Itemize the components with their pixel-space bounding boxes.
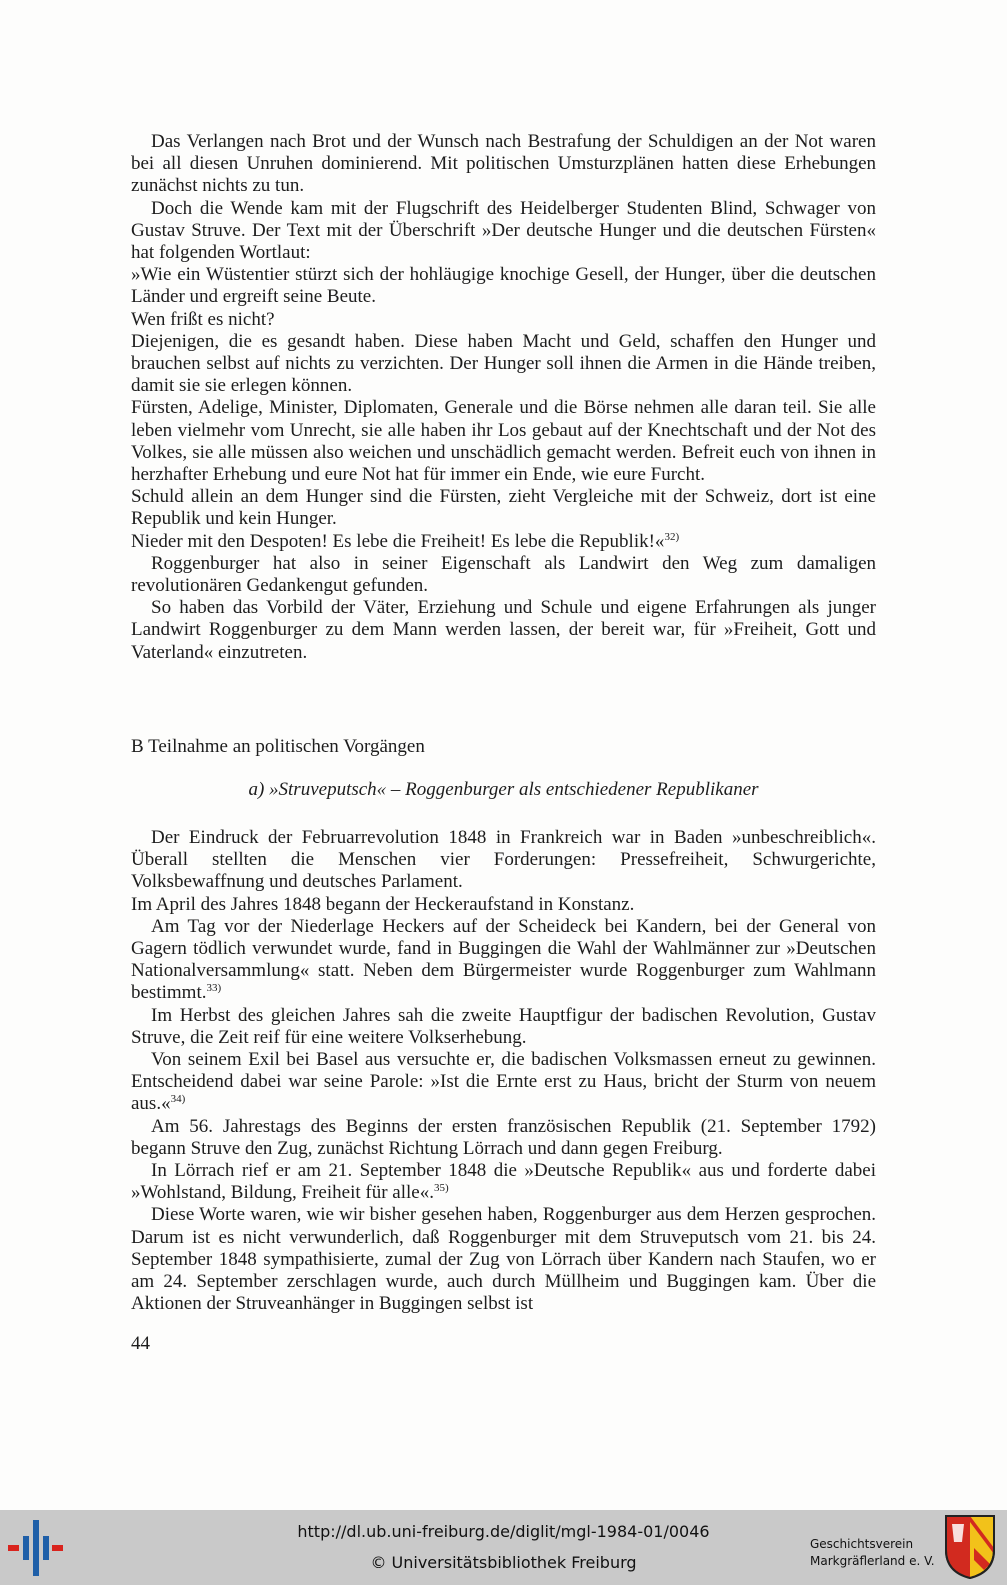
body-text-part-1 (131, 131, 876, 664)
paragraph-text: Von seinem Exil bei Basel aus versuchte er, die badischen Volksmassen erneut zu gewinnen. Entscheidend dabei war seine Parole: »Ist die Ernte erst zu Haus, bricht der Sturm von neuem aus.« (131, 1049, 876, 1115)
paragraph (131, 331, 876, 398)
paragraph (131, 827, 876, 894)
paragraph-text: Roggenburger hat also in seiner Eigenschaft als Landwirt den Weg zum damaligen revolutionären Gedankengut gefunden. (131, 552, 876, 597)
paragraph-text: Schuld allein an dem Hunger sind die Fürsten, zieht Vergleiche mit der Schweiz, dort ist eine Republik und kein Hunger. (131, 486, 876, 530)
paragraph-text: In Lörrach rief er am 21. September 1848 die »Deutsche Republik« aus und forderte dabei »Wohlstand, Bildung, Freiheit für alle«. (131, 1160, 876, 1204)
footer-bar (0, 1510, 1007, 1585)
section-heading: B Teilnahme an politischen Vorgängen (131, 736, 425, 757)
paragraph-text: »Wie ein Wüstentier stürzt sich der hohläugige knochige Gesell, der Hunger, über die deutschen Länder und ergreift seine Beute. (131, 264, 876, 308)
paragraph-text: Im April des Jahres 1848 begann der Heckeraufstand in Konstanz. (131, 893, 635, 915)
paragraph (131, 397, 876, 486)
paragraph-text: So haben das Vorbild der Väter, Erziehung und Schule und eigene Erfahrungen als junger Landwirt Roggenburger zu dem Mann werden lassen, der bereit war, für »Freiheit, Gott und Vaterland« einzutreten. (131, 597, 876, 663)
footnote-reference: 34) (170, 1093, 186, 1106)
paragraph-text: Fürsten, Adelige, Minister, Diplomaten, Generale und die Börse nehmen alle daran teil. Sie alle leben vielmehr vom Unrecht, sie alle haben ihr Los gebaut auf der Knechtschaft und der Not des Volkes, sie alle müssen also weichen und unschädlich gemacht werden. Befreit euch von ihnen in herzhafter Erhebung und eure Not hat für immer ein Ende, wie eure Furcht. (131, 397, 876, 486)
paragraph-text: Doch die Wende kam mit der Flugschrift des Heidelberger Studenten Blind, Schwager von Gustav Struve. Der Text mit der Überschrift »Der deutsche Hunger und die deutschen Fürsten« hat folgenden Wortlaut: (131, 197, 876, 264)
copyright-text: © Universitätsbibliothek Freiburg (370, 1553, 637, 1572)
paragraph-text: Diese Worte waren, wie wir bisher gesehen haben, Roggenburger aus dem Herzen gesprochen. Darum ist es nicht verwunderlich, daß Roggenburger mit dem Struveputsch vom 21. bis 24. September 1848 sympathisierte, zumal der Zug von Lörrach über Kandern nach Staufen, wo er am 24. September zerschlagen wurde, auch durch Müllheim und Buggingen kam. Über die Aktionen der Struveanhänger in Buggingen selbst ist (131, 1204, 876, 1315)
paragraph (131, 198, 876, 265)
paragraph-text: Der Eindruck der Februarrevolution 1848 in Frankreich war in Baden »unbeschreiblich«. Überall stellten die Menschen vier Forderungen: Pressefreiheit, Schwurgerichte, Volksbewaffnung und deutsches Parlament. (131, 827, 876, 893)
paragraph (131, 486, 876, 530)
paragraph (131, 916, 876, 1005)
paragraph (131, 597, 876, 664)
paragraph (131, 131, 876, 198)
paragraph (131, 531, 876, 553)
society-name (810, 1536, 935, 1570)
source-url-link[interactable]: http://dl.ub.uni-freiburg.de/diglit/mgl-1984-01/0046 (297, 1522, 710, 1541)
society-name-line-1: Geschichtsverein (810, 1537, 914, 1551)
paragraph-text: Das Verlangen nach Brot und der Wunsch nach Bestrafung der Schuldigen an der Not waren bei all diesen Unruhen dominierend. Mit politischen Umsturzplänen hatten diese Erhebungen zunächst nichts zu tun. (131, 131, 876, 197)
paragraph-text: Nieder mit den Despoten! Es lebe die Freiheit! Es lebe die Republik!« (131, 530, 665, 552)
paragraph-text: Wen frißt es nicht? (131, 308, 275, 330)
subsection-heading: a) »Struveputsch« – Roggenburger als entschiedener Republikaner (248, 779, 759, 800)
society-name-line-2: Markgräflerland e. V. (810, 1554, 935, 1568)
paragraph (131, 1116, 876, 1160)
paragraph-text: Diejenigen, die es gesandt haben. Diese haben Macht und Geld, schaffen den Hunger und brauchen selbst auf nichts zu verzichten. Der Hunger soll ihnen die Armen in die Hände treiben, damit sie sie erlegen können. (131, 330, 876, 397)
paragraph (131, 1049, 876, 1116)
footnote-reference: 32) (664, 530, 680, 543)
paragraph (131, 264, 876, 308)
paragraph (131, 894, 876, 916)
paragraph (131, 1160, 876, 1204)
paragraph-text: Im Herbst des gleichen Jahres sah die zweite Hauptfigur der badischen Revolution, Gustav Struve, die Zeit reif für eine weitere Volkserhebung. (131, 1004, 876, 1048)
coat-of-arms-icon (944, 1514, 996, 1580)
body-text-part-2 (131, 827, 876, 1315)
footnote-reference: 35) (433, 1182, 449, 1195)
paragraph (131, 553, 876, 597)
footnote-reference: 33) (206, 982, 222, 995)
paragraph-text: Am Tag vor der Niederlage Heckers auf der Scheideck bei Kandern, bei der General von Gagern tödlich verwundet wurde, fand in Buggingen die Wahl der Wahlmänner zur »Deutschen Nationalversammlung« statt. Neben dem Bürgermeister wurde Roggenburger zum Wahlmann bestimmt. (131, 915, 876, 1004)
paragraph (131, 1204, 876, 1315)
page-number: 44 (131, 1333, 150, 1354)
paragraph (131, 1005, 876, 1049)
paragraph-text: Am 56. Jahrestags des Beginns der ersten französischen Republik (21. September 1792) begann Struve den Zug, zunächst Richtung Lörrach und dann gegen Freiburg. (131, 1115, 876, 1159)
paragraph (131, 309, 876, 331)
